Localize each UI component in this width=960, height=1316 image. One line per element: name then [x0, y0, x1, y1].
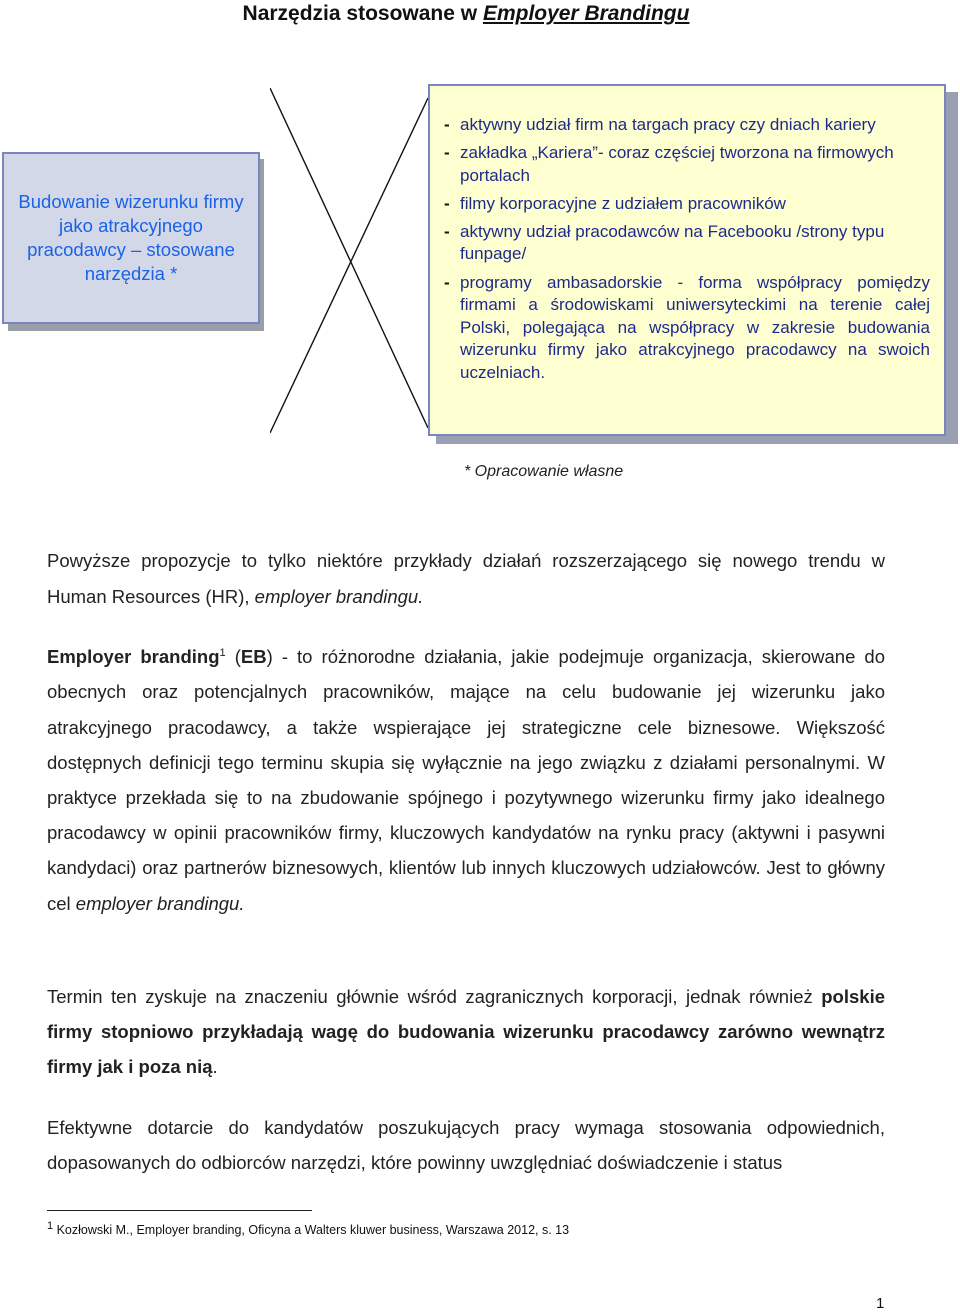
left-box-text: Budowanie wizerunku firmy jako atrakcyjnego pracodawcy – stosowane narzędzia * — [18, 191, 244, 284]
left-box — [2, 152, 260, 324]
title-prefix: Narzędzia stosowane w — [242, 2, 483, 25]
term-employer-branding: Employer branding — [47, 646, 220, 668]
paragraph-4: Efektywne dotarcie do kandydatów poszukujących pracy wymaga stosowania odpowiednich, dopasowanych do odbiorców narzędzi, które powinny uwzględniać doświadczenie i status — [47, 1117, 885, 1174]
footnote-divider — [47, 1210, 312, 1211]
tools-box — [428, 84, 946, 436]
tools-list — [444, 114, 930, 385]
source-note: * Opracowanie własne — [464, 463, 624, 480]
paragraph-3: Termin ten zyskuje na znaczeniu głównie wśród zagranicznych korporacji, jednak również polskie firmy stopniowo przykładają wagę do budowania wizerunku pracodawcy zarówno wewnątrz firmy jak i poza nią. — [47, 986, 885, 1078]
page-number: 1 — [876, 1295, 885, 1312]
tool-item: - filmy korporacyjne z udziałem pracowników — [444, 193, 930, 216]
tool-dash: - — [444, 272, 450, 292]
tool-dash: - — [444, 143, 450, 163]
footnote-ref: 1 — [219, 647, 226, 659]
tool-item: - zakładka „Kariera”- coraz częściej tworzona na firmowych portalach — [444, 143, 894, 185]
paragraph-2: Employer branding$^1$ (EB) - to różnorodne działania, jakie podejmuje organizacja, skierowane do obecnych oraz potencjalnych pracowników, mające na celu budowanie jej wizerunku jako atrakcyjnego pracodawcy, a także wspierające jej strategiczne cele biznesowe. Większość dostępnych definicji tego terminu skupia się wyłącznie na jego związku z działami personalnymi. W praktyce przekłada się to na zbudowanie spójnego i pozytywnego wizerunku firmy jako idealnego pracodawcy w opinii pracowników firmy, kluczowych kandydatów na rynku pracy (aktywni i pasywni kandydaci) oraz partnerów biznesowych, klientów lub innych kluczowych udziałowców. Jest to główny cel employer brandingu. — [47, 646, 885, 914]
tool-item: - programy ambasadorskie - forma współpracy pomiędzy firmami a środowiskami uniwersyteckimi na terenie całej Polski, polegająca na współpracy w zakresie budowania wizerunku firmy jako atrakcyjnego pracodawcy na swoich uczelniach. — [444, 272, 930, 382]
paragraph-1: Powyższe propozycje to tylko niektóre przykłady działań rozszerzającego się nowego trendu w Human Resources (HR), employer brandingu. — [47, 550, 885, 607]
tool-item: - aktywny udział pracodawców na Facebooku /strony typu funpage/ — [444, 221, 885, 264]
tool-item: - aktywny udział firm na targach pracy czy dniach kariery — [444, 114, 930, 137]
tool-dash: - — [444, 221, 450, 241]
title-emphasis: Employer Brandingu — [482, 2, 690, 25]
page-title — [0, 2, 932, 26]
connector-arrow — [270, 88, 432, 438]
tool-dash: - — [444, 193, 450, 213]
footnote: $^1$ Kozłowski M., Employer branding, Oficyna a Walters kluwer business, Warszawa 2012, s. 13 — [47, 1220, 570, 1238]
tool-dash: - — [444, 115, 450, 134]
